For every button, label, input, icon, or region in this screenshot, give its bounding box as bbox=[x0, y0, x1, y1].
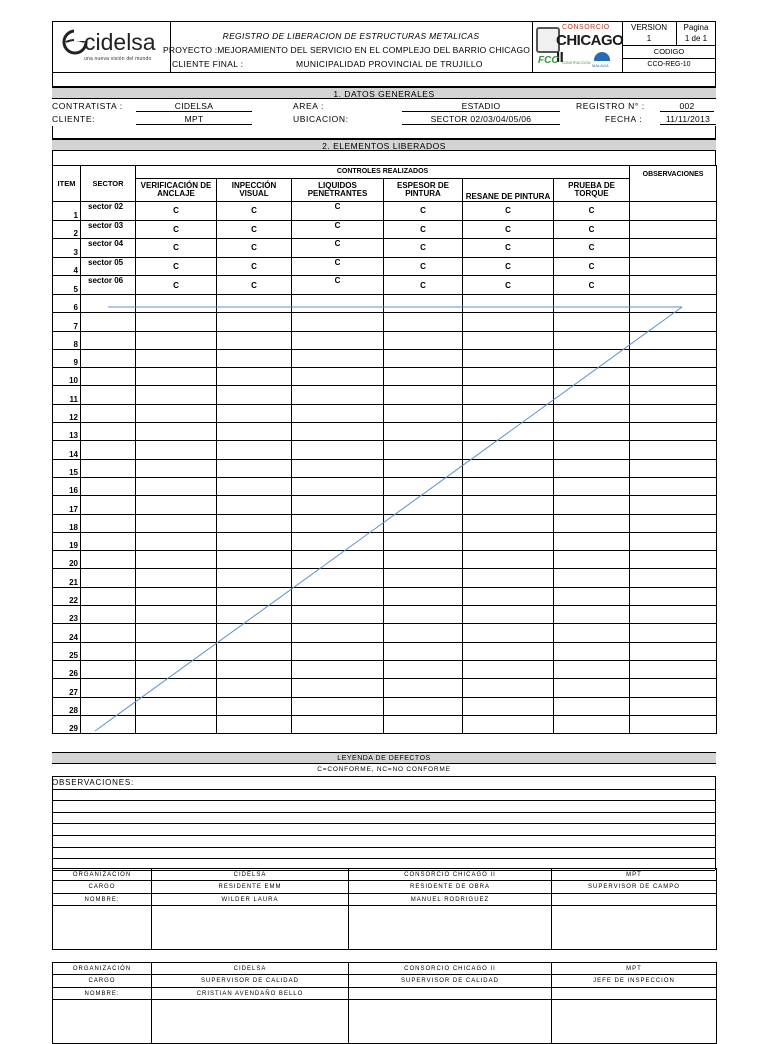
sector-cell: sector 03 bbox=[81, 220, 136, 239]
item-number: 4 bbox=[53, 257, 81, 276]
control-value-cell: C bbox=[384, 239, 463, 258]
control-value-cell: C bbox=[463, 257, 554, 276]
sector-cell: sector 05 bbox=[81, 257, 136, 276]
client-final-label: CLIENTE FINAL : bbox=[172, 59, 244, 69]
signature-col2-cargo: RESIDENTE DE OBRA bbox=[349, 881, 552, 894]
signature-row-label: CARGO bbox=[53, 881, 152, 894]
observaciones-lines bbox=[52, 777, 716, 870]
item-number: 19 bbox=[53, 532, 81, 550]
control-value-cell: C bbox=[292, 257, 384, 276]
signature-col2-cargo: SUPERVISOR DE CALIDAD bbox=[349, 975, 552, 988]
observaciones-label: OBSERVACIONES: bbox=[52, 778, 135, 787]
control-value-cell: C bbox=[463, 276, 554, 295]
control-header-2: LIQUIDOS PENETRANTES bbox=[292, 179, 384, 202]
item-number: 9 bbox=[53, 349, 81, 367]
signature-col3-cargo: SUPERVISOR DE CAMPO bbox=[552, 881, 717, 894]
fecha-value: 11/11/2013 bbox=[660, 114, 716, 125]
fcc-logo-sub: CONSTRUCCIÓN bbox=[562, 61, 591, 65]
control-header-3: ESPESOR DE PINTURA bbox=[384, 179, 463, 202]
control-value-cell: C bbox=[292, 202, 384, 221]
registro-value: 002 bbox=[660, 101, 714, 112]
control-value-cell: C bbox=[384, 257, 463, 276]
item-number: 5 bbox=[53, 276, 81, 295]
signature-col1-nombre: WILDER LAURA bbox=[152, 894, 349, 906]
observation-line bbox=[53, 789, 715, 790]
observation-line bbox=[53, 835, 715, 836]
control-value-cell: C bbox=[217, 276, 292, 295]
cliente-value: MPT bbox=[136, 114, 252, 125]
legend-text: C=CONFORME, NC=NO CONFORME bbox=[317, 766, 451, 773]
signature-col2-nombre bbox=[349, 988, 552, 1000]
signature-row-label: ORGANIZACIÓN bbox=[53, 963, 152, 975]
item-number: 18 bbox=[53, 514, 81, 532]
control-value-cell: C bbox=[554, 257, 630, 276]
control-value-cell: C bbox=[463, 239, 554, 258]
malaga-logo-text: MALAGA bbox=[592, 63, 609, 68]
control-value-cell: C bbox=[136, 257, 217, 276]
signature-row-label: NOMBRE: bbox=[53, 894, 152, 906]
consortium-small-text: CONSORCIO bbox=[562, 24, 610, 31]
observation-line bbox=[53, 858, 715, 859]
control-value-cell: C bbox=[554, 220, 630, 239]
signature-row-label: CARGO bbox=[53, 975, 152, 988]
contratista-label: CONTRATISTA : bbox=[52, 101, 123, 111]
signature-space bbox=[349, 1000, 552, 1044]
item-number: 13 bbox=[53, 423, 81, 441]
cidelsa-logo-text: cidelsa bbox=[84, 29, 156, 55]
item-number: 24 bbox=[53, 624, 81, 642]
signature-col3-nombre bbox=[552, 894, 717, 906]
control-value-cell: C bbox=[217, 239, 292, 258]
ubicacion-value: SECTOR 02/03/04/05/06 bbox=[402, 114, 560, 125]
control-header-4: RESANE DE PINTURA bbox=[463, 179, 554, 202]
item-number: 2 bbox=[53, 220, 81, 239]
page-value: 1 de 1 bbox=[684, 34, 708, 43]
control-value-cell: C bbox=[554, 202, 630, 221]
section2-title: 2. ELEMENTOS LIBERADOS bbox=[52, 139, 716, 151]
item-number: 7 bbox=[53, 313, 81, 331]
signature-col1-org: CIDELSA bbox=[152, 869, 349, 881]
page-label: Pagina bbox=[683, 23, 709, 32]
signature-col2-org: CONSORCIO CHICAGO II bbox=[349, 963, 552, 975]
control-value-cell: C bbox=[384, 220, 463, 239]
item-number: 1 bbox=[53, 202, 81, 221]
cliente-label: CLIENTE: bbox=[52, 114, 96, 124]
item-number: 23 bbox=[53, 606, 81, 624]
item-number: 12 bbox=[53, 404, 81, 422]
control-value-cell: C bbox=[217, 202, 292, 221]
signature-col1-org: CIDELSA bbox=[152, 963, 349, 975]
signature-col3-nombre bbox=[552, 988, 717, 1000]
code-label: CODIGO bbox=[653, 47, 685, 56]
item-number: 25 bbox=[53, 642, 81, 660]
signature-space bbox=[53, 906, 152, 950]
control-header-5: PRUEBA DE TORQUE bbox=[554, 179, 630, 202]
signature-row-label: NOMBRE: bbox=[53, 988, 152, 1000]
item-number: 11 bbox=[53, 386, 81, 404]
item-number: 10 bbox=[53, 368, 81, 386]
signature-col2-org: CONSORCIO CHICAGO II bbox=[349, 869, 552, 881]
control-header-1: INPECCIÓN VISUAL bbox=[217, 179, 292, 202]
signature-col3-org: MPT bbox=[552, 869, 717, 881]
contratista-value: CIDELSA bbox=[136, 101, 252, 112]
observaciones-header: OBSERVACIONES bbox=[630, 166, 717, 202]
signature-col2-nombre: MANUEL RODRIGUEZ bbox=[349, 894, 552, 906]
control-value-cell: C bbox=[136, 202, 217, 221]
observation-line bbox=[53, 812, 715, 813]
control-value-cell: C bbox=[136, 276, 217, 295]
version-value: 1 bbox=[646, 34, 652, 43]
signature-space bbox=[552, 906, 717, 950]
signature-space bbox=[152, 1000, 349, 1044]
item-number: 14 bbox=[53, 441, 81, 459]
client-final-value: MUNICIPALIDAD PROVINCIAL DE TRUJILLO bbox=[296, 59, 483, 69]
signature-space bbox=[152, 906, 349, 950]
control-value-cell: C bbox=[292, 276, 384, 295]
project-label: PROYECTO : bbox=[163, 45, 218, 55]
signature-block bbox=[52, 962, 717, 1044]
item-number: 26 bbox=[53, 660, 81, 678]
registro-label: REGISTRO N° : bbox=[576, 101, 645, 111]
item-number: 15 bbox=[53, 459, 81, 477]
control-value-cell: C bbox=[136, 239, 217, 258]
signature-space bbox=[53, 1000, 152, 1044]
fecha-label: FECHA : bbox=[605, 114, 643, 124]
area-label: AREA : bbox=[293, 101, 325, 111]
item-number: 16 bbox=[53, 477, 81, 495]
control-value-cell: C bbox=[217, 220, 292, 239]
item-number: 28 bbox=[53, 697, 81, 715]
control-value-cell: C bbox=[463, 220, 554, 239]
consortium-big-text: CHICAGO II bbox=[556, 32, 624, 66]
item-number: 6 bbox=[53, 294, 81, 312]
section1-title: 1. DATOS GENERALES bbox=[52, 87, 716, 99]
item-number: 3 bbox=[53, 239, 81, 258]
control-header-0: VERIFICACIÓN DE ANCLAJE bbox=[136, 179, 217, 202]
control-value-cell: C bbox=[384, 202, 463, 221]
item-number: 21 bbox=[53, 569, 81, 587]
document-title: REGISTRO DE LIBERACION DE ESTRUCTURAS METALICAS bbox=[222, 31, 480, 41]
project-value: MEJORAMIENTO DEL SERVICIO EN EL COMPLEJO DEL BARRIO CHICAGO bbox=[217, 45, 531, 55]
signature-col1-cargo: RESIDENTE EMM bbox=[152, 881, 349, 894]
observation-line bbox=[53, 823, 715, 824]
sector-header: SECTOR bbox=[81, 166, 136, 202]
item-number: 29 bbox=[53, 715, 81, 733]
controles-header: CONTROLES REALIZADOS bbox=[136, 166, 630, 179]
ubicacion-label: UBICACION: bbox=[293, 114, 349, 124]
observation-line bbox=[53, 800, 715, 801]
observation-line bbox=[53, 847, 715, 848]
control-value-cell: C bbox=[463, 202, 554, 221]
item-number: 20 bbox=[53, 551, 81, 569]
cidelsa-tagline: una nueva visión del mundo bbox=[84, 56, 152, 62]
item-header: ITEM bbox=[53, 166, 81, 202]
signature-space bbox=[349, 906, 552, 950]
area-value: ESTADIO bbox=[402, 101, 560, 112]
signature-col3-org: MPT bbox=[552, 963, 717, 975]
sector-cell: sector 06 bbox=[81, 276, 136, 295]
control-value-cell: C bbox=[292, 220, 384, 239]
control-value-cell: C bbox=[554, 276, 630, 295]
control-value-cell: C bbox=[217, 257, 292, 276]
item-number: 17 bbox=[53, 496, 81, 514]
signature-col1-cargo: SUPERVISOR DE CALIDAD bbox=[152, 975, 349, 988]
signature-row-label: ORGANIZACIÓN bbox=[53, 869, 152, 881]
control-value-cell: C bbox=[136, 220, 217, 239]
sector-cell: sector 04 bbox=[81, 239, 136, 258]
code-value: CCO-REG-10 bbox=[647, 61, 691, 68]
item-number: 8 bbox=[53, 331, 81, 349]
item-number: 22 bbox=[53, 587, 81, 605]
control-value-cell: C bbox=[384, 276, 463, 295]
version-label: VERSION bbox=[630, 23, 667, 32]
item-number: 27 bbox=[53, 679, 81, 697]
signature-space bbox=[552, 1000, 717, 1044]
signature-area bbox=[52, 868, 716, 1044]
fcc-logo-text: FCC bbox=[538, 55, 559, 66]
signature-block bbox=[52, 868, 717, 950]
signature-col3-cargo: JEFE DE INSPECCION bbox=[552, 975, 717, 988]
legend-title: LEYENDA DE DEFECTOS bbox=[52, 752, 716, 764]
control-value-cell: C bbox=[292, 239, 384, 258]
signature-col1-nombre: CRISTIAN AVENDAÑO BELLO bbox=[152, 988, 349, 1000]
sector-cell: sector 02 bbox=[81, 202, 136, 221]
control-value-cell: C bbox=[554, 239, 630, 258]
